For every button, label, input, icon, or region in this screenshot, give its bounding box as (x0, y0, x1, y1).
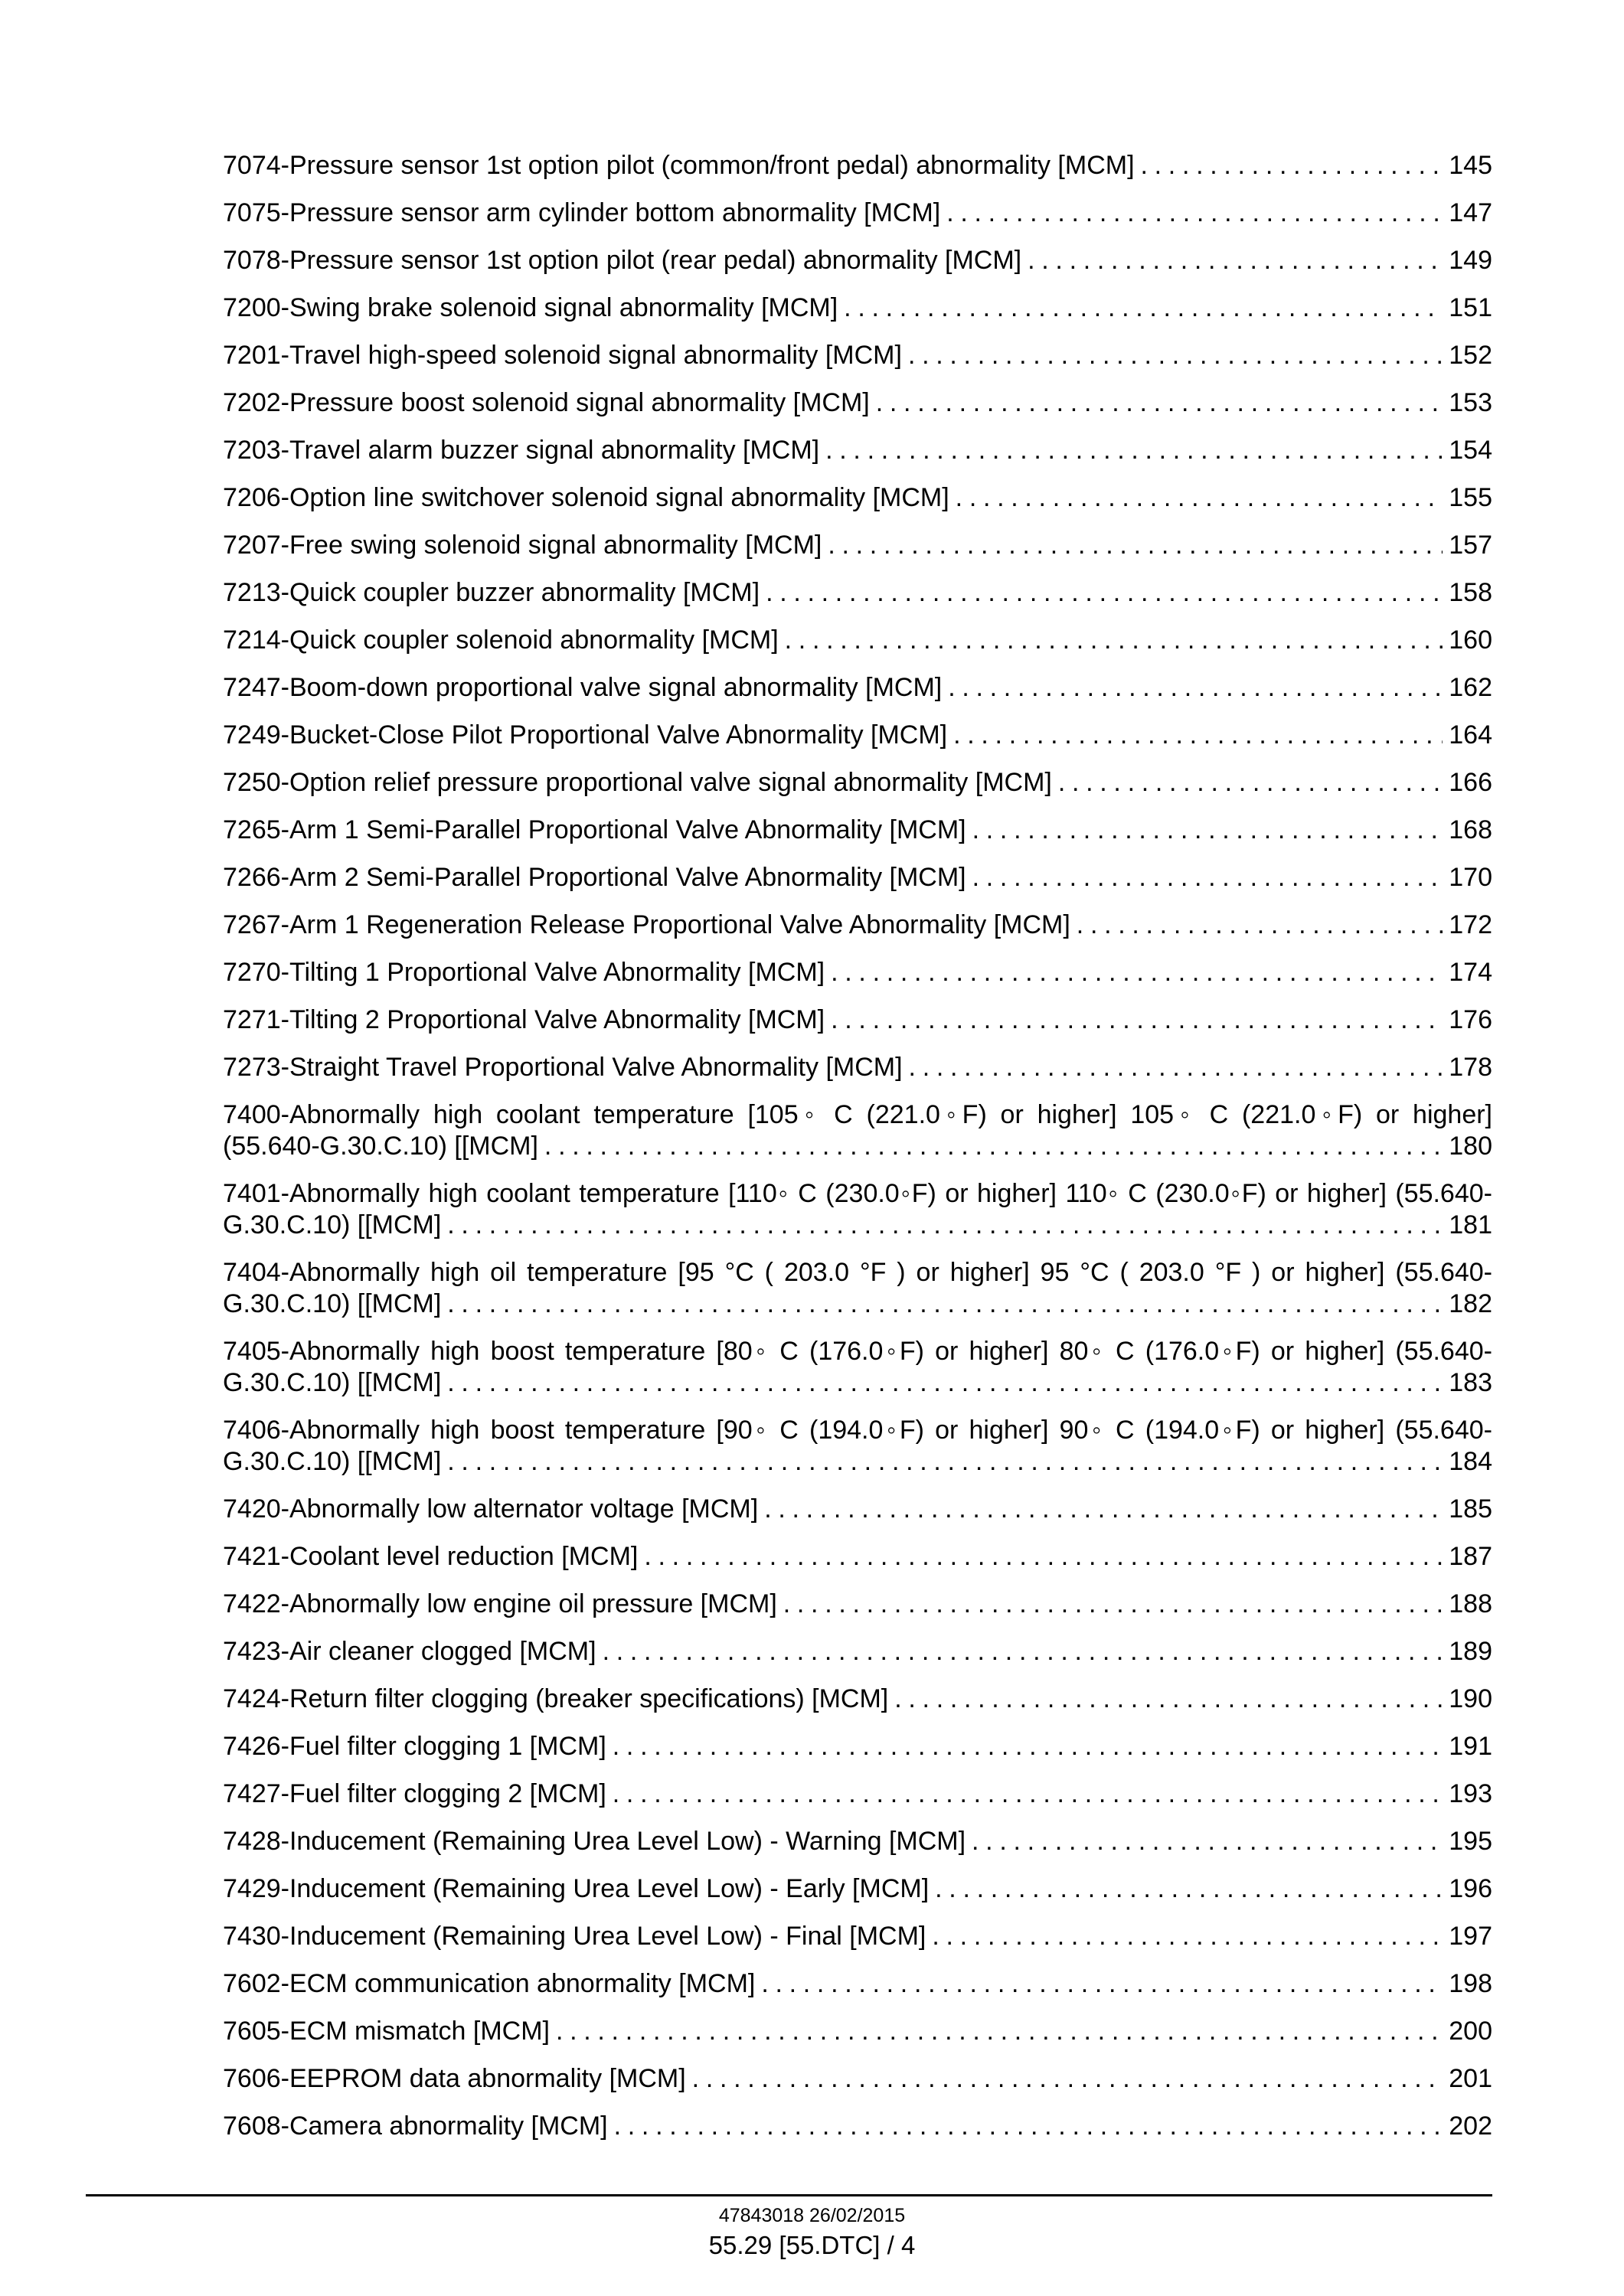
toc-entry[interactable] (223, 1826, 1492, 1857)
toc-page-number: 151 (1449, 293, 1492, 322)
toc-entry[interactable] (223, 340, 1492, 371)
toc-page-number: 181 (1449, 1210, 1492, 1239)
dot-leader (831, 1004, 1443, 1036)
toc-entry-title: 7267-Arm 1 Regeneration Release Proportional Valve Abnormality [MCM] (223, 910, 1070, 939)
toc-entry[interactable] (223, 1052, 1492, 1083)
dot-leader (972, 815, 1443, 846)
toc-entry-title: 7201-Travel high-speed solenoid signal abnormality [MCM] (223, 341, 902, 370)
toc-entry[interactable] (223, 1968, 1492, 2000)
toc-entry[interactable] (223, 198, 1492, 229)
toc-entry[interactable] (223, 435, 1492, 466)
dot-leader (894, 1684, 1443, 1715)
toc-entry[interactable] (223, 2063, 1492, 2095)
dot-leader (1141, 150, 1443, 181)
toc-entry-title: 7249-Bucket-Close Pilot Proportional Valve Abnormality [MCM] (223, 720, 948, 750)
toc-entry[interactable] (223, 672, 1492, 704)
toc-entry-title: 7608-Camera abnormality [MCM] (223, 2111, 608, 2141)
toc-entry[interactable] (223, 1778, 1492, 1810)
toc-entry-title: 7602-ECM communication abnormality [MCM] (223, 1969, 756, 1998)
toc-page-number: 153 (1449, 388, 1492, 417)
dot-leader (447, 1210, 1443, 1241)
toc-entry[interactable] (223, 910, 1492, 941)
dot-leader (766, 577, 1443, 609)
dot-leader (953, 720, 1443, 751)
toc-entry-title: 7429-Inducement (Remaining Urea Level Low) - Early [MCM] (223, 1874, 930, 1903)
toc-entry-title: G.30.C.10) [[MCM] (223, 1368, 442, 1397)
toc-entry-title: 7206-Option line switchover solenoid signal abnormality [MCM] (223, 483, 949, 512)
toc-entry[interactable] (223, 1004, 1492, 1036)
toc-entry[interactable] (223, 625, 1492, 656)
toc-page-number: 189 (1449, 1637, 1492, 1666)
toc-entry[interactable] (223, 387, 1492, 419)
toc-page-number: 183 (1449, 1368, 1492, 1397)
toc-page-number: 149 (1449, 246, 1492, 275)
dot-leader (613, 1778, 1443, 1810)
toc-entry[interactable] (223, 577, 1492, 609)
toc-page-number: 170 (1449, 863, 1492, 892)
toc-entry[interactable] (223, 720, 1492, 751)
toc-entry-title-line: 7406-Abnormally high boost temperature [90◦ C (194.0◦F) or higher] 90◦ C (194.0◦F) or higher] (55.640- (223, 1416, 1492, 1445)
dot-leader (932, 1921, 1443, 1952)
footer-divider (86, 2194, 1492, 2196)
toc-entry-title: 7266-Arm 2 Semi-Parallel Proportional Valve Abnormality [MCM] (223, 863, 966, 892)
toc-entry-title: 7270-Tilting 1 Proportional Valve Abnormality [MCM] (223, 958, 825, 987)
toc-entry-title: 7273-Straight Travel Proportional Valve Abnormality [MCM] (223, 1053, 903, 1082)
dot-leader (692, 2063, 1443, 2095)
toc-page-number: 197 (1449, 1922, 1492, 1951)
toc-entry[interactable] (223, 1541, 1492, 1573)
dot-leader (764, 1494, 1443, 1525)
footer-document-id: 47843018 26/02/2015 (718, 2205, 906, 2226)
dot-leader (761, 1968, 1443, 2000)
toc-page-number: 174 (1449, 958, 1492, 987)
toc-entry[interactable] (223, 1178, 1492, 1241)
dot-leader (447, 1288, 1443, 1320)
toc-entry-title: 7427-Fuel filter clogging 2 [MCM] (223, 1779, 606, 1808)
toc-entry-title: 7200-Swing brake solenoid signal abnormality [MCM] (223, 293, 838, 322)
dot-leader (1077, 910, 1443, 941)
toc-entry[interactable] (223, 1731, 1492, 1762)
dot-leader (909, 1052, 1443, 1083)
dot-leader (544, 1131, 1443, 1162)
toc-entry-title: 7430-Inducement (Remaining Urea Level Low) - Final [MCM] (223, 1922, 926, 1951)
toc-page-number: 162 (1449, 673, 1492, 702)
toc-entry[interactable] (223, 2016, 1492, 2047)
toc-page-number: 155 (1449, 483, 1492, 512)
toc-entry-title-line: 7404-Abnormally high oil temperature [95 °C ( 203.0 °F ) or higher] 95 °C ( 203.0 °F ) or higher] (55.640- (223, 1258, 1492, 1287)
toc-page-number: 180 (1449, 1132, 1492, 1161)
dot-leader (447, 1367, 1443, 1399)
toc-entry[interactable] (223, 1415, 1492, 1478)
toc-page-number: 182 (1449, 1289, 1492, 1318)
toc-page-number: 166 (1449, 768, 1492, 797)
toc-page-number: 200 (1449, 2017, 1492, 2046)
toc-entry-title: 7421-Coolant level reduction [MCM] (223, 1542, 639, 1571)
toc-entry[interactable] (223, 2111, 1492, 2142)
toc-entry[interactable] (223, 1494, 1492, 1525)
toc-entry-title: 7250-Option relief pressure proportional valve signal abnormality [MCM] (223, 768, 1052, 797)
toc-entry[interactable] (223, 1873, 1492, 1905)
dot-leader (946, 198, 1443, 229)
dot-leader (825, 435, 1443, 466)
toc-entry[interactable] (223, 767, 1492, 799)
toc-page-number: 196 (1449, 1874, 1492, 1903)
toc-page-number: 193 (1449, 1779, 1492, 1808)
toc-page-number: 188 (1449, 1589, 1492, 1618)
toc-page-number: 158 (1449, 578, 1492, 607)
toc-entry[interactable] (223, 862, 1492, 893)
dot-leader (948, 672, 1443, 704)
toc-entry[interactable] (223, 245, 1492, 276)
dot-leader (783, 1589, 1443, 1620)
toc-entry-title: 7078-Pressure sensor 1st option pilot (rear pedal) abnormality [MCM] (223, 246, 1022, 275)
toc-entry-title: 7213-Quick coupler buzzer abnormality [MCM] (223, 578, 760, 607)
toc-page-number: 160 (1449, 625, 1492, 655)
toc-page-number: 191 (1449, 1732, 1492, 1761)
toc-entry-title: 7606-EEPROM data abnormality [MCM] (223, 2064, 686, 2093)
dot-leader (1058, 767, 1443, 799)
table-of-contents (223, 150, 1492, 2158)
toc-entry-title: 7202-Pressure boost solenoid signal abnormality [MCM] (223, 388, 870, 417)
toc-entry[interactable] (223, 1099, 1492, 1162)
toc-page-number: 185 (1449, 1494, 1492, 1524)
footer-page-reference: 55.29 [55.DTC] / 4 (708, 2231, 916, 2259)
toc-entry[interactable] (223, 150, 1492, 181)
toc-entry-title: 7428-Inducement (Remaining Urea Level Low) - Warning [MCM] (223, 1827, 966, 1856)
toc-entry[interactable] (223, 292, 1492, 324)
toc-page-number: 184 (1449, 1447, 1492, 1476)
toc-entry-title: 7423-Air cleaner clogged [MCM] (223, 1637, 596, 1666)
toc-entry-title: G.30.C.10) [[MCM] (223, 1289, 442, 1318)
dot-leader (876, 387, 1443, 419)
toc-entry[interactable] (223, 957, 1492, 988)
dot-leader (972, 862, 1443, 893)
toc-entry-title: (55.640-G.30.C.10) [[MCM] (223, 1132, 538, 1161)
dot-leader (831, 957, 1443, 988)
dot-leader (935, 1873, 1443, 1905)
toc-entry[interactable] (223, 482, 1492, 514)
toc-entry[interactable] (223, 1336, 1492, 1399)
toc-entry[interactable] (223, 815, 1492, 846)
toc-entry-title: 7420-Abnormally low alternator voltage [MCM] (223, 1494, 759, 1524)
toc-entry[interactable] (223, 530, 1492, 561)
toc-page-number: 176 (1449, 1005, 1492, 1034)
toc-page-number: 147 (1449, 198, 1492, 227)
toc-entry-title: 7203-Travel alarm buzzer signal abnormality [MCM] (223, 436, 820, 465)
toc-entry-title: 7214-Quick coupler solenoid abnormality [MCM] (223, 625, 779, 655)
dot-leader (614, 2111, 1443, 2142)
toc-entry-title: 7247-Boom-down proportional valve signal abnormality [MCM] (223, 673, 943, 702)
toc-page-number: 195 (1449, 1827, 1492, 1856)
toc-page-number: 154 (1449, 436, 1492, 465)
toc-entry-title: 7265-Arm 1 Semi-Parallel Proportional Valve Abnormality [MCM] (223, 815, 966, 844)
toc-page-number: 152 (1449, 341, 1492, 370)
toc-entry[interactable] (223, 1684, 1492, 1715)
dot-leader (956, 482, 1443, 514)
dot-leader (1028, 245, 1443, 276)
toc-page-number: 198 (1449, 1969, 1492, 1998)
dot-leader (447, 1446, 1443, 1478)
toc-page-number: 201 (1449, 2064, 1492, 2093)
toc-entry-title: 7424-Return filter clogging (breaker specifications) [MCM] (223, 1684, 889, 1713)
toc-entry-title: 7074-Pressure sensor 1st option pilot (common/front pedal) abnormality [MCM] (223, 151, 1135, 180)
toc-page-number: 157 (1449, 531, 1492, 560)
dot-leader (844, 292, 1443, 324)
dot-leader (613, 1731, 1443, 1762)
toc-entry-title: 7207-Free swing solenoid signal abnormality [MCM] (223, 531, 822, 560)
dot-leader (828, 530, 1443, 561)
dot-leader (603, 1636, 1443, 1667)
toc-page-number: 168 (1449, 815, 1492, 844)
toc-entry[interactable] (223, 1257, 1492, 1320)
toc-entry-title-line: 7400-Abnormally high coolant temperature [105◦ C (221.0◦F) or higher] 105◦ C (221.0◦F) or higher] (223, 1100, 1492, 1129)
toc-entry-title: 7271-Tilting 2 Proportional Valve Abnormality [MCM] (223, 1005, 825, 1034)
toc-entry-title: 7605-ECM mismatch [MCM] (223, 2017, 550, 2046)
toc-page-number: 190 (1449, 1684, 1492, 1713)
toc-entry-title: 7426-Fuel filter clogging 1 [MCM] (223, 1732, 606, 1761)
dot-leader (972, 1826, 1443, 1857)
toc-entry-title: 7422-Abnormally low engine oil pressure [MCM] (223, 1589, 777, 1618)
dot-leader (644, 1541, 1443, 1573)
toc-page-number: 172 (1449, 910, 1492, 939)
toc-page-number: 202 (1449, 2111, 1492, 2141)
toc-entry-title-line: 7405-Abnormally high boost temperature [80◦ C (176.0◦F) or higher] 80◦ C (176.0◦F) or higher] (55.640- (223, 1337, 1492, 1366)
toc-entry-title: 7075-Pressure sensor arm cylinder bottom abnormality [MCM] (223, 198, 941, 227)
toc-entry-title: G.30.C.10) [[MCM] (223, 1447, 442, 1476)
toc-page-number: 164 (1449, 720, 1492, 750)
toc-entry-title-line: 7401-Abnormally high coolant temperature [110◦ C (230.0◦F) or higher] 110◦ C (230.0◦F) or higher] (55.640- (223, 1179, 1492, 1208)
toc-entry[interactable] (223, 1636, 1492, 1667)
toc-page-number: 178 (1449, 1053, 1492, 1082)
dot-leader (785, 625, 1443, 656)
dot-leader (908, 340, 1443, 371)
dot-leader (556, 2016, 1443, 2047)
toc-entry-title: G.30.C.10) [[MCM] (223, 1210, 442, 1239)
toc-entry[interactable] (223, 1589, 1492, 1620)
toc-page-number: 187 (1449, 1542, 1492, 1571)
toc-entry[interactable] (223, 1921, 1492, 1952)
toc-page-number: 145 (1449, 151, 1492, 180)
